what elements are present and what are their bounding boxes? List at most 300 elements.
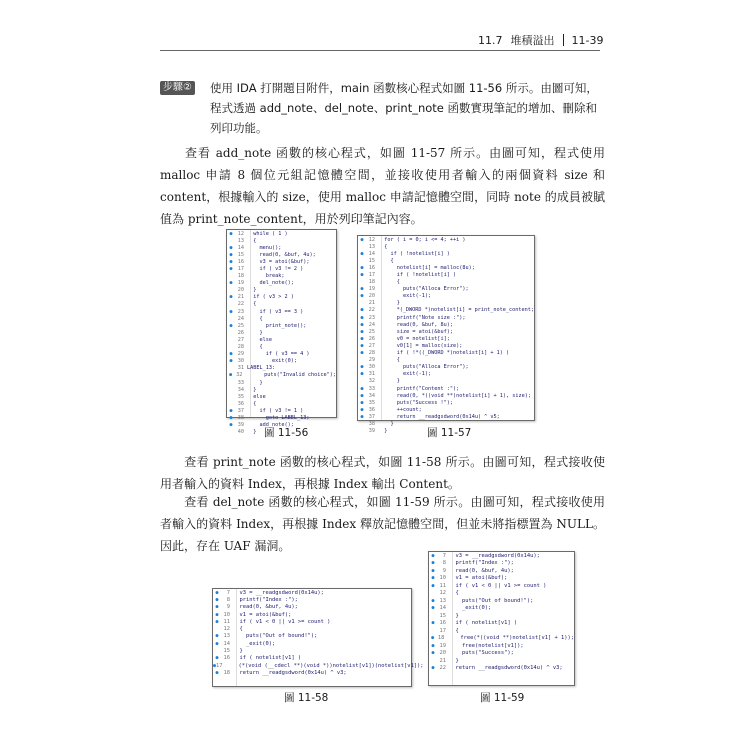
line-number: 11 <box>223 618 230 625</box>
code-text: if ( !*((_DWORD *)notelist[i] + 1) ) <box>378 350 510 357</box>
code-text: puts("Out of bound!"); <box>233 633 318 640</box>
line-number: 17 <box>216 662 223 669</box>
line-number: 19 <box>439 642 446 649</box>
code-line <box>358 385 534 392</box>
line-number: 38 <box>237 414 244 421</box>
code-line <box>429 635 574 643</box>
code-text: } <box>247 287 257 294</box>
line-number: 14 <box>223 640 230 647</box>
code-line <box>358 264 534 271</box>
code-text: return __readgsdword(0x14u) ^ v3; <box>449 665 563 672</box>
breakpoint-dot-icon: ● <box>431 575 435 582</box>
line-number: 22 <box>368 307 375 314</box>
code-text: size = atoi(&buf); <box>378 328 453 335</box>
code-text: } <box>233 648 243 655</box>
breakpoint-dot-icon: ● <box>360 392 364 399</box>
code-line <box>227 251 336 258</box>
line-number: 14 <box>439 605 446 612</box>
code-text: puts("Invalid choice"); <box>245 372 336 379</box>
code-line <box>213 640 411 647</box>
line-number: 16 <box>368 264 375 271</box>
code-text: puts("Out of bound!"); <box>449 597 534 604</box>
paragraph-text: 查看 add_note 函數的核心程式，如圖 11-57 所示。由圖可知，程式使用 malloc 申請 8 個位元組記憶體空間，並接收使用者輸入的兩個資料 size 和 content，根據輸入的 size，使用 malloc 申請記憶體空間，同時 note 的成員被賦值為 print_note_content，用於列印筆記內容。 <box>160 146 605 226</box>
code-line <box>429 582 574 590</box>
code-text: LABEL_13: <box>247 365 276 372</box>
line-number: 19 <box>368 286 375 293</box>
line-number: 22 <box>439 665 446 672</box>
line-number: 25 <box>237 322 244 329</box>
line-number: 9 <box>442 567 446 574</box>
code-line <box>227 351 336 358</box>
breakpoint-dot-icon: ● <box>229 230 233 237</box>
line-number: 30 <box>237 358 244 365</box>
line-number: 28 <box>368 350 375 357</box>
header-divider <box>563 34 564 46</box>
line-number: 27 <box>237 336 244 343</box>
code-line <box>429 597 574 605</box>
breakpoint-dot-icon: ● <box>360 272 364 279</box>
code-text: } <box>378 420 394 427</box>
code-line <box>227 273 336 280</box>
code-line <box>227 329 336 336</box>
code-line <box>227 287 336 294</box>
code-line <box>429 627 574 635</box>
line-number: 15 <box>223 648 230 655</box>
code-text: { <box>378 279 400 286</box>
line-number: 39 <box>237 422 244 429</box>
line-number: 21 <box>237 294 244 301</box>
code-line <box>227 344 336 351</box>
code-line <box>227 393 336 400</box>
breakpoint-dot-icon: ● <box>431 665 435 672</box>
code-line <box>213 669 411 676</box>
code-line <box>358 243 534 250</box>
line-number: 12 <box>237 230 244 237</box>
line-number: 18 <box>368 279 375 286</box>
breakpoint-dot-icon: ● <box>215 618 219 625</box>
line-number: 8 <box>442 560 446 567</box>
code-line <box>358 413 534 420</box>
code-text: read(0, &buf, 4u); <box>247 251 316 258</box>
code-text: ++count; <box>378 406 422 413</box>
code-line <box>358 250 534 257</box>
code-text: if ( notelist[v1] ) <box>449 620 518 627</box>
code-line <box>213 633 411 640</box>
line-number: 32 <box>368 378 375 385</box>
code-text: { <box>247 400 257 407</box>
breakpoint-dot-icon: ● <box>215 604 219 611</box>
breakpoint-dot-icon: ● <box>229 251 233 258</box>
code-text: puts("Alloca Error"); <box>378 364 469 371</box>
code-text: v0[1] = malloc(size); <box>378 342 463 349</box>
breakpoint-dot-icon: ● <box>360 399 364 406</box>
line-number: 8 <box>226 596 230 603</box>
figure-caption-11-56: 圖 11-56 <box>264 427 309 439</box>
breakpoint-dot-icon: ● <box>360 371 364 378</box>
line-number: 31 <box>368 371 375 378</box>
breakpoint-dot-icon: ● <box>360 314 364 321</box>
code-line <box>358 314 534 321</box>
line-number: 18 <box>437 635 445 642</box>
breakpoint-dot-icon: ● <box>431 635 435 642</box>
code-line <box>358 342 534 349</box>
code-text: exit(-1); <box>378 371 432 378</box>
code-line <box>227 386 336 393</box>
line-number: 17 <box>237 266 244 273</box>
breakpoint-dot-icon: ● <box>229 322 233 329</box>
breakpoint-dot-icon: ● <box>215 640 219 647</box>
code-line <box>213 655 411 662</box>
step-badge: 步驟② <box>160 81 195 95</box>
breakpoint-dot-icon: ● <box>360 321 364 328</box>
code-text: } <box>378 378 400 385</box>
breakpoint-dot-icon: ● <box>229 308 233 315</box>
line-number: 32 <box>236 372 243 379</box>
code-text: { <box>247 344 263 351</box>
code-text: } <box>449 657 459 664</box>
code-text: if ( v3 != 2 ) <box>247 266 304 273</box>
code-text: del_note(); <box>247 280 294 287</box>
code-line <box>213 625 411 632</box>
code-line <box>227 308 336 315</box>
code-text: v3 = __readgsdword(0x14u); <box>449 552 540 559</box>
breakpoint-dot-icon: ● <box>215 596 219 603</box>
breakpoint-dot-icon: ● <box>431 582 435 589</box>
line-number: 10 <box>223 611 230 618</box>
line-number: 31 <box>237 365 244 372</box>
line-number: 24 <box>237 315 244 322</box>
code-text: { <box>247 301 257 308</box>
code-text: if ( !notelist[i] ) <box>378 272 457 279</box>
code-line <box>213 604 411 611</box>
code-line <box>227 280 336 287</box>
header-rule <box>160 50 600 51</box>
breakpoint-dot-icon: ● <box>360 307 364 314</box>
breakpoint-dot-icon: ● <box>215 633 219 640</box>
breakpoint-dot-icon: ● <box>431 620 435 627</box>
breakpoint-dot-icon: ● <box>360 264 364 271</box>
line-number: 12 <box>223 626 230 633</box>
breakpoint-dot-icon: ● <box>229 280 233 287</box>
code-text: _exit(0); <box>233 640 276 647</box>
code-text: notelist[i] = malloc(8u); <box>378 264 475 271</box>
line-number: 12 <box>368 236 375 243</box>
line-number: 21 <box>368 300 375 307</box>
breakpoint-dot-icon: ● <box>229 266 233 273</box>
running-header <box>478 32 603 48</box>
line-number: 29 <box>237 351 244 358</box>
code-text: if ( v3 > 2 ) <box>247 294 294 301</box>
code-text: v3 = __readgsdword(0x14u); <box>233 589 324 596</box>
code-text: return __readgsdword(0x14u) ^ v3; <box>233 669 347 676</box>
line-number: 35 <box>368 399 375 406</box>
code-text: if ( v3 == 4 ) <box>247 351 310 358</box>
code-text: { <box>378 243 388 250</box>
code-text: for ( i = 0; i <= 4; ++i ) <box>378 236 466 243</box>
code-text: { <box>378 357 400 364</box>
line-number: 10 <box>439 575 446 582</box>
breakpoint-dot-icon: ● <box>213 662 217 669</box>
code-line <box>213 596 411 603</box>
breakpoint-dot-icon: ● <box>229 422 233 429</box>
code-figure-11-58 <box>212 588 424 687</box>
line-number: 39 <box>368 428 375 435</box>
figure-caption-11-59: 圖 11-59 <box>480 692 525 704</box>
figure-caption-11-58: 圖 11-58 <box>284 692 329 704</box>
code-line <box>213 589 411 596</box>
code-text: if ( v1 < 0 || v1 >= count ) <box>449 582 547 589</box>
line-number: 38 <box>368 420 375 427</box>
code-figure-11-59 <box>428 551 575 686</box>
line-number: 17 <box>368 272 375 279</box>
code-line <box>227 336 336 343</box>
code-line <box>358 300 534 307</box>
code-line <box>358 328 534 335</box>
breakpoint-dot-icon: ● <box>360 342 364 349</box>
line-number: 28 <box>237 344 244 351</box>
code-text: (*(void (__cdecl **)(void *))notelist[v1])(notelist[v1]); <box>225 662 424 669</box>
code-line <box>227 322 336 329</box>
code-line <box>213 618 411 625</box>
code-text: } <box>378 428 388 435</box>
breakpoint-dot-icon: ● <box>229 244 233 251</box>
code-line <box>429 590 574 598</box>
line-number: 25 <box>368 328 375 335</box>
figure-caption-11-57: 圖 11-57 <box>427 427 472 439</box>
breakpoint-dot-icon: ● <box>360 413 364 420</box>
line-number: 16 <box>237 258 244 265</box>
code-line <box>429 605 574 613</box>
line-number: 18 <box>223 669 230 676</box>
code-line <box>358 307 534 314</box>
breakpoint-dot-icon: ● <box>360 236 364 243</box>
section-number: 11.7 <box>478 33 503 47</box>
line-number: 33 <box>368 385 375 392</box>
code-line <box>358 286 534 293</box>
breakpoint-dot-icon: ● <box>431 650 435 657</box>
line-number: 13 <box>368 243 375 250</box>
code-text: else <box>247 393 266 400</box>
code-text: printf("Note size :"); <box>378 314 466 321</box>
code-line <box>227 265 336 272</box>
code-text: break; <box>247 273 285 280</box>
code-line <box>358 293 534 300</box>
code-line <box>429 620 574 628</box>
breakpoint-dot-icon: ● <box>360 250 364 257</box>
breakpoint-dot-icon: ● <box>229 258 233 265</box>
breakpoint-dot-icon: ● <box>229 358 233 365</box>
line-number: 15 <box>439 612 446 619</box>
code-text: read(0, &buf, 8u); <box>378 321 453 328</box>
code-line <box>429 612 574 620</box>
code-line <box>227 315 336 322</box>
code-text: printf("Content :"); <box>378 385 460 392</box>
code-line <box>358 378 534 385</box>
code-text: } <box>449 612 459 619</box>
code-text: read(0, &buf, 4u); <box>233 604 298 611</box>
code-text: puts("Success"); <box>449 650 514 657</box>
code-text: } <box>247 329 263 336</box>
paragraph-add-note <box>160 142 605 230</box>
breakpoint-dot-icon: ● <box>431 597 435 604</box>
line-number: 16 <box>223 655 230 662</box>
breakpoint-dot-icon: ● <box>215 669 219 676</box>
line-number: 36 <box>368 406 375 413</box>
breakpoint-dot-icon: ● <box>431 567 435 574</box>
code-line <box>429 665 574 673</box>
line-number: 20 <box>439 650 446 657</box>
code-text: puts("Alloca Error"); <box>378 286 469 293</box>
line-number: 14 <box>237 244 244 251</box>
step-text: 使用 IDA 打開題目附件，main 函數核心程式如圖 11-56 所示。由圖可知，程式透過 add_note、del_note、print_note 函數實現筆記的增加、刪除和列印功能。 <box>210 81 598 135</box>
line-number: 21 <box>439 657 446 664</box>
code-text: } <box>378 300 400 307</box>
breakpoint-dot-icon: ● <box>229 294 233 301</box>
line-number: 29 <box>368 357 375 364</box>
breakpoint-dot-icon: ● <box>360 286 364 293</box>
code-text: else <box>247 336 272 343</box>
code-text: if ( notelist[v1] ) <box>233 655 302 662</box>
code-line <box>227 372 336 379</box>
code-text: print_note(); <box>247 322 307 329</box>
code-text: return __readgsdword(0x14u) ^ v5; <box>378 413 500 420</box>
code-text: printf("Index :"); <box>233 596 298 603</box>
line-number: 23 <box>237 308 244 315</box>
line-number: 18 <box>237 273 244 280</box>
code-line <box>358 350 534 357</box>
breakpoint-dot-icon: ● <box>360 328 364 335</box>
code-line <box>429 560 574 568</box>
code-line <box>213 611 411 618</box>
code-line <box>429 567 574 575</box>
code-text: if ( v1 < 0 || v1 >= count ) <box>233 618 331 625</box>
line-number: 11 <box>439 582 446 589</box>
code-line <box>213 647 411 654</box>
code-text: v0 = notelist[i]; <box>378 335 450 342</box>
code-text: v1 = atoi(&buf); <box>233 611 292 618</box>
code-text: menu(); <box>247 244 282 251</box>
line-number: 20 <box>368 293 375 300</box>
code-line <box>429 657 574 665</box>
code-text: if ( v3 != 1 ) <box>247 407 304 414</box>
code-line <box>429 552 574 560</box>
code-text: { <box>247 315 263 322</box>
breakpoint-dot-icon: ● <box>360 385 364 392</box>
breakpoint-dot-icon: ● <box>431 642 435 649</box>
code-line <box>227 301 336 308</box>
breakpoint-dot-icon: ● <box>229 372 233 379</box>
code-line <box>227 258 336 265</box>
line-number: 37 <box>368 413 375 420</box>
code-line <box>358 271 534 278</box>
breakpoint-dot-icon: ● <box>360 364 364 371</box>
paragraph-print-note <box>160 451 605 495</box>
line-number: 12 <box>439 590 446 597</box>
code-line <box>227 237 336 244</box>
code-line <box>227 379 336 386</box>
code-line <box>358 371 534 378</box>
code-line <box>227 244 336 251</box>
code-text: *(_DWORD *)notelist[i] = print_note_content; <box>377 307 534 314</box>
line-number: 34 <box>237 386 244 393</box>
code-line <box>358 279 534 286</box>
line-number: 36 <box>237 400 244 407</box>
line-number: 27 <box>368 342 375 349</box>
line-number: 7 <box>226 589 230 596</box>
code-text: } <box>247 429 257 436</box>
code-text: } <box>247 379 263 386</box>
line-number: 30 <box>368 364 375 371</box>
code-line <box>358 335 534 342</box>
code-line <box>227 365 336 372</box>
code-text: { <box>449 590 459 597</box>
code-text: puts("Success !"); <box>378 399 453 406</box>
code-text: goto LABEL_13; <box>247 414 310 421</box>
breakpoint-dot-icon: ● <box>215 589 219 596</box>
code-text: exit(0); <box>247 358 297 365</box>
paragraph-text: 查看 del_note 函數的核心程式，如圖 11-59 所示。由圖可知，程式接收使用者輸入的資料 Index，再根據 Index 釋放記憶體空間，但並未將指標置為 NULL。因此，存在 UAF 漏洞。 <box>160 495 605 553</box>
line-number: 15 <box>368 257 375 264</box>
code-line <box>358 257 534 264</box>
line-number: 13 <box>237 237 244 244</box>
code-line <box>358 406 534 413</box>
code-line <box>358 392 534 399</box>
breakpoint-dot-icon: ● <box>431 605 435 612</box>
code-text: free(notelist[v1]); <box>449 642 524 649</box>
code-text: { <box>247 237 257 244</box>
code-text: read(0, &buf, 4u); <box>449 567 514 574</box>
line-number: 23 <box>368 314 375 321</box>
code-text: { <box>449 627 459 634</box>
line-number: 19 <box>237 280 244 287</box>
code-line <box>227 414 336 421</box>
code-line <box>358 236 534 243</box>
breakpoint-dot-icon: ● <box>360 406 364 413</box>
code-text: if ( !notelist[i] ) <box>378 250 450 257</box>
line-number: 33 <box>237 379 244 386</box>
code-line <box>429 642 574 650</box>
code-line <box>227 407 336 414</box>
line-number: 20 <box>237 287 244 294</box>
line-number: 9 <box>226 604 230 611</box>
code-text: read(0, *((void **)notelist[i] + 1), size); <box>378 392 532 399</box>
code-line <box>429 575 574 583</box>
code-line <box>358 357 534 364</box>
paragraph-del-note <box>160 491 605 557</box>
line-number: 26 <box>237 329 244 336</box>
line-number: 16 <box>439 620 446 627</box>
code-line <box>227 358 336 365</box>
step-block <box>160 78 605 138</box>
code-text: v1 = atoi(&buf); <box>449 575 508 582</box>
page-number: 11-39 <box>571 33 604 47</box>
breakpoint-dot-icon: ● <box>431 560 435 567</box>
code-line <box>358 321 534 328</box>
breakpoint-dot-icon: ● <box>229 414 233 421</box>
code-line <box>227 294 336 301</box>
code-line <box>227 230 336 237</box>
section-title: 堆積溢出 <box>510 34 555 47</box>
code-line <box>227 400 336 407</box>
line-number: 15 <box>237 251 244 258</box>
code-text: if ( v3 == 3 ) <box>247 308 304 315</box>
line-number: 14 <box>368 250 375 257</box>
breakpoint-dot-icon: ● <box>229 407 233 414</box>
code-line <box>358 399 534 406</box>
line-number: 24 <box>368 321 375 328</box>
line-number: 13 <box>223 633 230 640</box>
line-number: 34 <box>368 392 375 399</box>
